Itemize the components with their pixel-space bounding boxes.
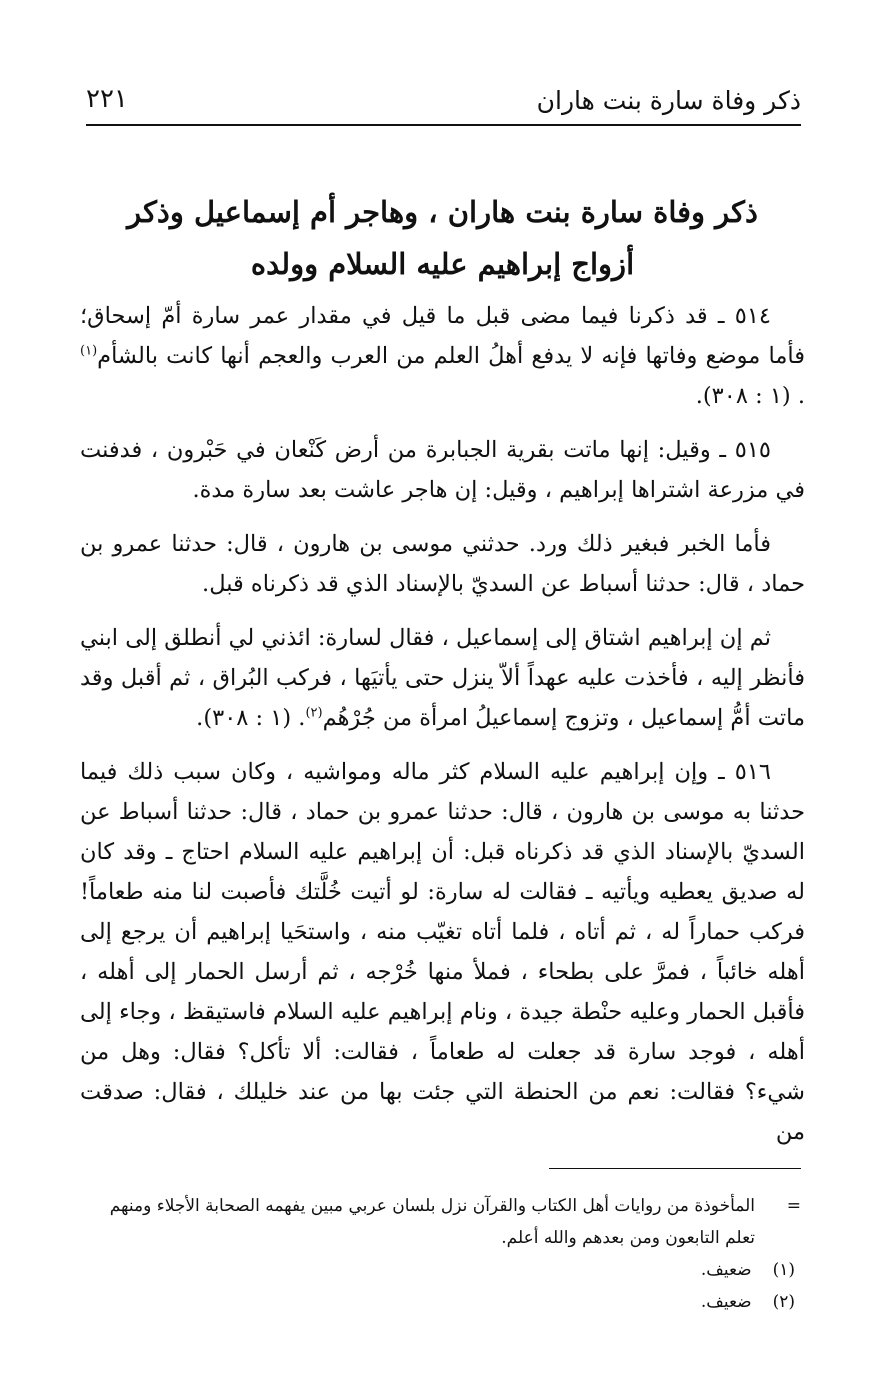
paragraph-khabar: فأما الخبر فبغير ذلك ورد. حدثني موسى بن هارون ، قال: حدثنا عمرو بن حماد ، قال: حدثنا أسباط عن السديّ بالإسناد الذي قد ذكرناه قبل.	[80, 531, 805, 597]
page-header	[86, 80, 801, 126]
paragraph-514-citation: . (١ : ٣٠٨).	[695, 383, 805, 409]
footnotes	[80, 1190, 801, 1318]
footnote-continuation-text: المأخوذة من روايات أهل الكتاب والقرآن نزل بلسان عربي مبين يفهمه الصحابة الأجلاء ومنهم تعلم التابعون ومن بعدهم والله أعلم.	[109, 1196, 755, 1248]
chapter-title-line-2: أزواج إبراهيم عليه السلام وولده	[250, 247, 635, 281]
paragraph-515: ٥١٥ ـ وقيل: إنها ماتت بقرية الجبابرة من أرض كَنْعان في حَبْرون ، فدفنت في مزرعة اشتراها إبراهيم ، وقيل: إن هاجر عاشت بعد سارة مدة.	[80, 437, 805, 503]
footnote-1	[80, 1254, 801, 1286]
chapter-title	[90, 186, 795, 290]
continuation-mark: =	[786, 1196, 801, 1216]
footnote-1-number: (١)	[772, 1260, 795, 1280]
body-text	[80, 296, 805, 1166]
paragraph-516: ٥١٦ ـ وإن إبراهيم عليه السلام كثر ماله ومواشيه ، وكان سبب ذلك فيما حدثنا به موسى بن هارون ، قال: حدثنا عمرو بن حماد ، قال: حدثنا أسباط عن السديّ بالإسناد الذي قد ذكرناه قبل: أن إبراهيم عليه السلام احتاج ـ وقد كان له صديق يعطيه ويأتيه ـ فقالت له سارة: لو أتيت خُلَّتك فأصبت لنا منه طعاماً! فركب حماراً له ، ثم أتاه ، فلما أتاه تغيّب منه ، واستحَيا إبراهيم أن يرجع إلى أهله خائباً ، فمرَّ على بطحاء ، فملأ منها خُرْجه ، ثم أرسل الحمار إلى أهله ، فأقبل الحمار وعليه حنْطة جيدة ، ونام إبراهيم عليه السلام فاستيقظ ، وجاء إلى أهله ، فوجد سارة قد جعلت له طعاماً ، فقالت: ألا تأكل؟ فقال: وهل من شيء؟ فقالت: نعم من الحنطة التي جئت بها من عند خليلك ، فقال: صدقت من	[80, 759, 805, 1145]
footnote-divider	[549, 1168, 801, 1169]
chapter-title-line-1: ذكر وفاة سارة بنت هاران ، وهاجر أم إسماعيل وذكر	[127, 195, 758, 229]
footnote-2-text: ضعيف.	[700, 1292, 752, 1312]
paragraph-514	[80, 296, 805, 416]
page-number: ٢٢١	[86, 84, 128, 114]
footnote-2-number: (٢)	[772, 1292, 795, 1312]
paragraph-thumma-citation: . (١ : ٣٠٨).	[196, 705, 306, 731]
footnote-continuation	[80, 1190, 801, 1254]
footnote-ref-1[interactable]: (١)	[80, 343, 98, 359]
running-title: ذكر وفاة سارة بنت هاران	[536, 86, 801, 115]
footnote-ref-2[interactable]: (٢)	[305, 705, 323, 721]
footnote-2	[80, 1286, 801, 1318]
paragraph-thumma-text: ثم إن إبراهيم اشتاق إلى إسماعيل ، فقال لسارة: ائذني لي أنطلق إلى ابني فأنظر إليه ، فأخذت عليه عهداً ألاّ ينزل حتى يأتيَها ، فركب البُراق ، ثم أقبل وقد ماتت أمُّ إسماعيل ، وتزوج إسماعيلُ امرأة من جُرْهُم	[80, 625, 805, 731]
paragraph-514-text: ٥١٤ ـ قد ذكرنا فيما مضى قبل ما قيل في مقدار عمر سارة أمّ إسحاق؛ فأما موضع وفاتها فإنه لا يدفع أهلُ العلم من العرب والعجم أنها كانت بالشأم	[80, 303, 805, 369]
footnote-1-text: ضعيف.	[700, 1260, 752, 1280]
paragraph-thumma	[80, 618, 805, 738]
